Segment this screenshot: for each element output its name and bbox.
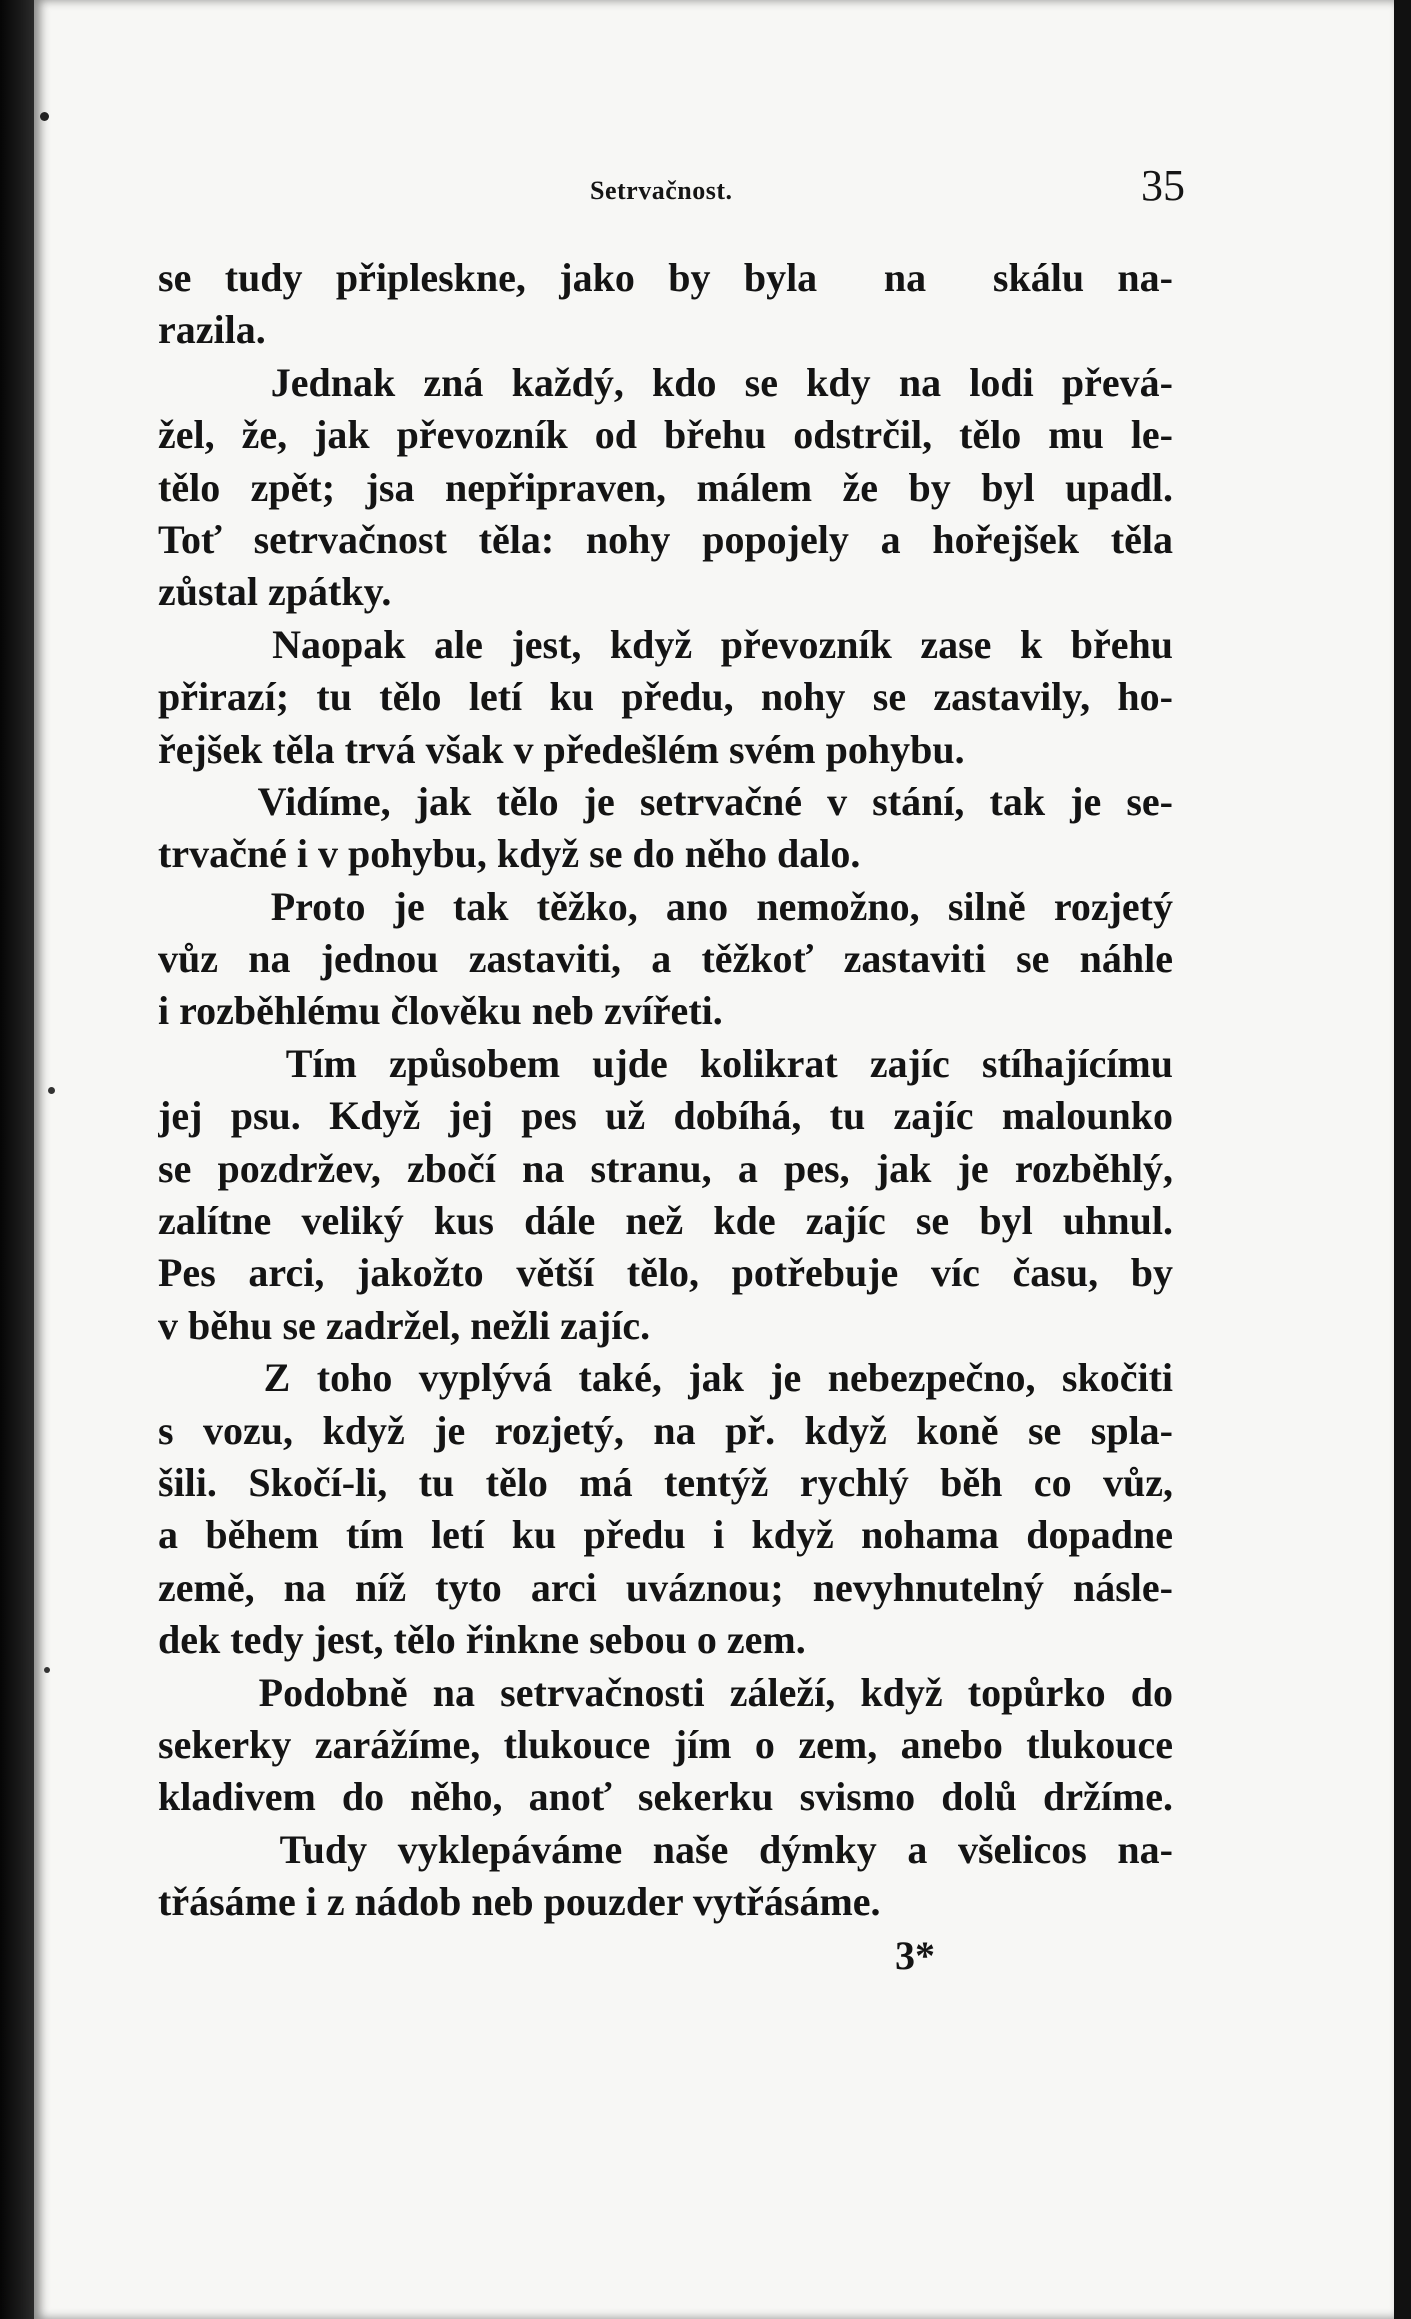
text-line: a během tím letí ku předu i když nohama dopadne	[158, 1512, 1173, 1558]
text-line: žel, že, jak převozník od břehu odstrčil, tělo mu le-	[158, 412, 1173, 458]
dust-speck	[40, 112, 49, 121]
text-line: se pozdržev, zbočí na stranu, a pes, jak je rozběhlý,	[158, 1145, 1173, 1191]
running-title: Setrvačnost.	[590, 176, 733, 205]
text-line: třásáme i z nádob neb pouzder vytřásáme.	[158, 1879, 881, 1925]
dust-speck	[48, 1087, 55, 1094]
text-line: se tudy připleskne, jako by byla na skálu na-	[158, 255, 1173, 300]
text-line: tělo zpět; jsa nepřipraven, málem že by byl upadl.	[158, 464, 1173, 510]
text-line: Jednak zná každý, kdo se kdy na lodi převá-	[158, 359, 1173, 405]
text-line: kladivem do něho, anoť sekerku svismo dolů držíme.	[158, 1774, 1173, 1820]
text-line: Proto je tak těžko, ano nemožno, silně rozjetý	[158, 883, 1173, 929]
text-line: šili. Skočí-li, tu tělo má tentýž rychlý běh co vůz,	[158, 1459, 1173, 1505]
text-line: Toť setrvačnost těla: nohy popojely a hořejšek těla	[158, 516, 1173, 562]
text-line: i rozběhlému člověku neb zvířeti.	[158, 988, 723, 1034]
dust-speck	[44, 1667, 50, 1673]
text-line: Z toho vyplývá také, jak je nebezpečno, skočiti	[158, 1355, 1173, 1401]
text-line: Vidíme, jak tělo je setrvačné v stání, tak je se-	[158, 778, 1173, 824]
scan-left-edge	[0, 0, 34, 2319]
text-line: jej psu. Když jej pes už dobíhá, tu zajíc malounko	[158, 1093, 1173, 1139]
text-line: Tím způsobem ujde kolikrat zajíc stíhajícímu	[158, 1040, 1173, 1086]
signature-mark: 3*	[895, 1933, 935, 1978]
text-line: trvačné i v pohybu, když se do něho dalo.	[158, 831, 861, 877]
page-number: 35	[1141, 161, 1185, 210]
text-line: Podobně na setrvačnosti záleží, když topůrko do	[158, 1669, 1173, 1715]
text-line: přirazí; tu tělo letí ku předu, nohy se zastavily, ho-	[158, 674, 1173, 720]
text-line: zůstal zpátky.	[158, 569, 392, 615]
text-line: zalítne veliký kus dále než kde zajíc se byl uhnul.	[158, 1198, 1173, 1244]
scan-right-edge	[1394, 0, 1411, 2319]
text-line: země, na níž tyto arci uváznou; nevyhnutelný násle-	[158, 1564, 1173, 1610]
text-line: Pes arci, jakožto větší tělo, potřebuje víc času, by	[158, 1250, 1173, 1296]
text-line: vůz na jednou zastaviti, a těžkoť zastaviti se náhle	[158, 936, 1173, 982]
text-line: Tudy vyklepáváme naše dýmky a všelicos na-	[158, 1826, 1173, 1872]
text-line: v běhu se zadržel, nežli zajíc.	[158, 1302, 651, 1348]
text-line: s vozu, když je rozjetý, na př. když koně se spla-	[158, 1407, 1173, 1453]
body-text	[158, 252, 1173, 1929]
text-line: razila.	[158, 307, 266, 353]
text-line: Naopak ale jest, když převozník zase k břehu	[158, 621, 1173, 667]
text-line: dek tedy jest, tělo řinkne sebou o zem.	[158, 1617, 806, 1663]
text-line: sekerky zarážíme, tlukouce jím o zem, anebo tlukouce	[158, 1721, 1173, 1767]
text-line: řejšek těla trvá však v předešlém svém pohybu.	[158, 726, 965, 772]
page-header	[575, 160, 1185, 220]
